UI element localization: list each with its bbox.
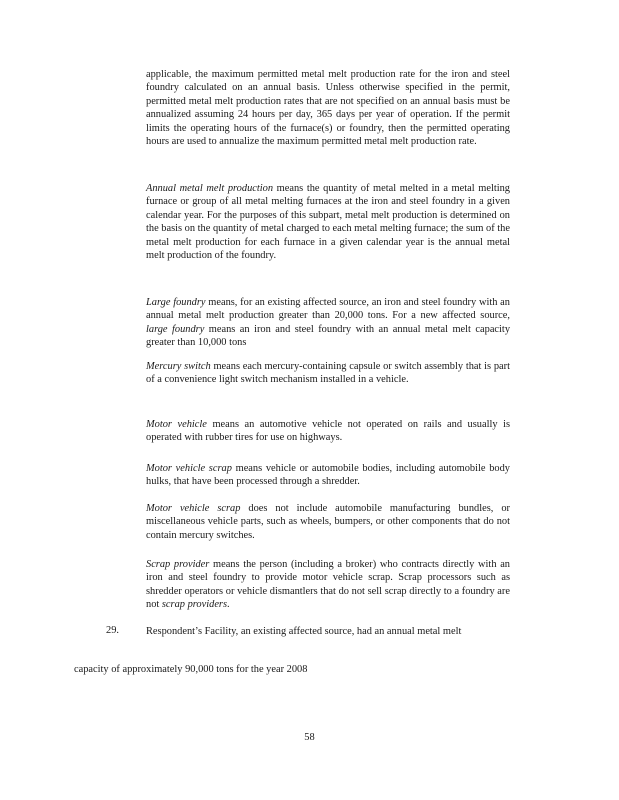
definition-motor-vehicle [146, 418, 510, 445]
definition-inline-term: large foundry [146, 323, 205, 335]
definition-continuation [146, 68, 510, 148]
definition-term: Scrap provider [146, 559, 210, 570]
paragraph-line-1: Respondent’s Facility, an existing affected source, had an annual metal melt [146, 626, 462, 637]
definition-text: means the person (including a broker) who contracts directly with an iron and steel foundry to provide motor vehicle scrap. Scrap processors such as shredder operators or vehicle dismantlers that do not sell scrap directly to a foundry are not [146, 559, 511, 611]
definition-text: does not include automobile manufacturing bundles, or miscellaneous vehicle parts, such as wheels, bumpers, or other components that do not contain mercury switches. [146, 503, 510, 541]
definition-inline-term: scrap providers [161, 599, 228, 611]
page-number: 58 [304, 732, 315, 743]
paragraph-number: 29. [106, 625, 119, 636]
definition-term: Mercury switch [146, 361, 211, 372]
definition-text: means vehicle or automobile bodies, including automobile body hulks, that have been processed through a shredder. [146, 463, 511, 488]
definition-scrap-provider [146, 558, 510, 612]
definition-text: means the quantity of metal melted in a metal melting furnace or group of all metal melting furnaces at the iron and steel foundry in a given calendar year. For the purposes of this subpart, metal melt production is determined on the basis on the quantity of metal charged to each metal melting furnace; the sum of the metal melt production for each furnace in a given calendar year is the annual metal melt production of the foundry. [146, 183, 510, 262]
definition-text: . [227, 599, 230, 611]
definition-motor-vehicle-scrap-exclusion [146, 502, 510, 542]
definition-term: Motor vehicle scrap [146, 503, 241, 514]
definition-term: Large foundry [146, 297, 206, 308]
definition-text: means each mercury-containing capsule or switch assembly that is part of a convenience light switch mechanism installed in a vehicle. [146, 361, 510, 386]
definition-text: means an iron and steel foundry with an annual metal melt capacity greater than 10,000 tons [146, 323, 511, 349]
definition-text: means an automotive vehicle not operated on rails and usually is operated with rubber tires for use on highways. [146, 419, 510, 444]
definition-mercury-switch [146, 360, 510, 387]
paragraph-line-2: capacity of approximately 90,000 tons for the year 2008 [74, 664, 308, 675]
definition-large-foundry [146, 296, 510, 350]
definition-term: Motor vehicle [146, 419, 207, 430]
definition-annual-metal-melt-production [146, 182, 510, 262]
definition-term: Motor vehicle scrap [146, 463, 232, 474]
definition-motor-vehicle-scrap [146, 462, 510, 489]
definition-term: Annual metal melt production [146, 183, 274, 194]
definition-text: means, for an existing affected source, an iron and steel foundry with an annual metal melt production greater than 20,000 tons. For a new affected source, [146, 297, 510, 322]
definition-text: applicable, the maximum permitted metal melt production rate for the iron and steel foundry calculated on an annual basis. Unless otherwise specified in the permit, permitted metal melt production rates that are not specified on an annual basis must be annualized assuming 24 hours per day, 365 days per year of operation. If the permit limits the operating hours of the furnace(s) or foundry, then the permitted operating hours are used to annualize the maximum permitted metal melt production rate. [146, 69, 510, 148]
